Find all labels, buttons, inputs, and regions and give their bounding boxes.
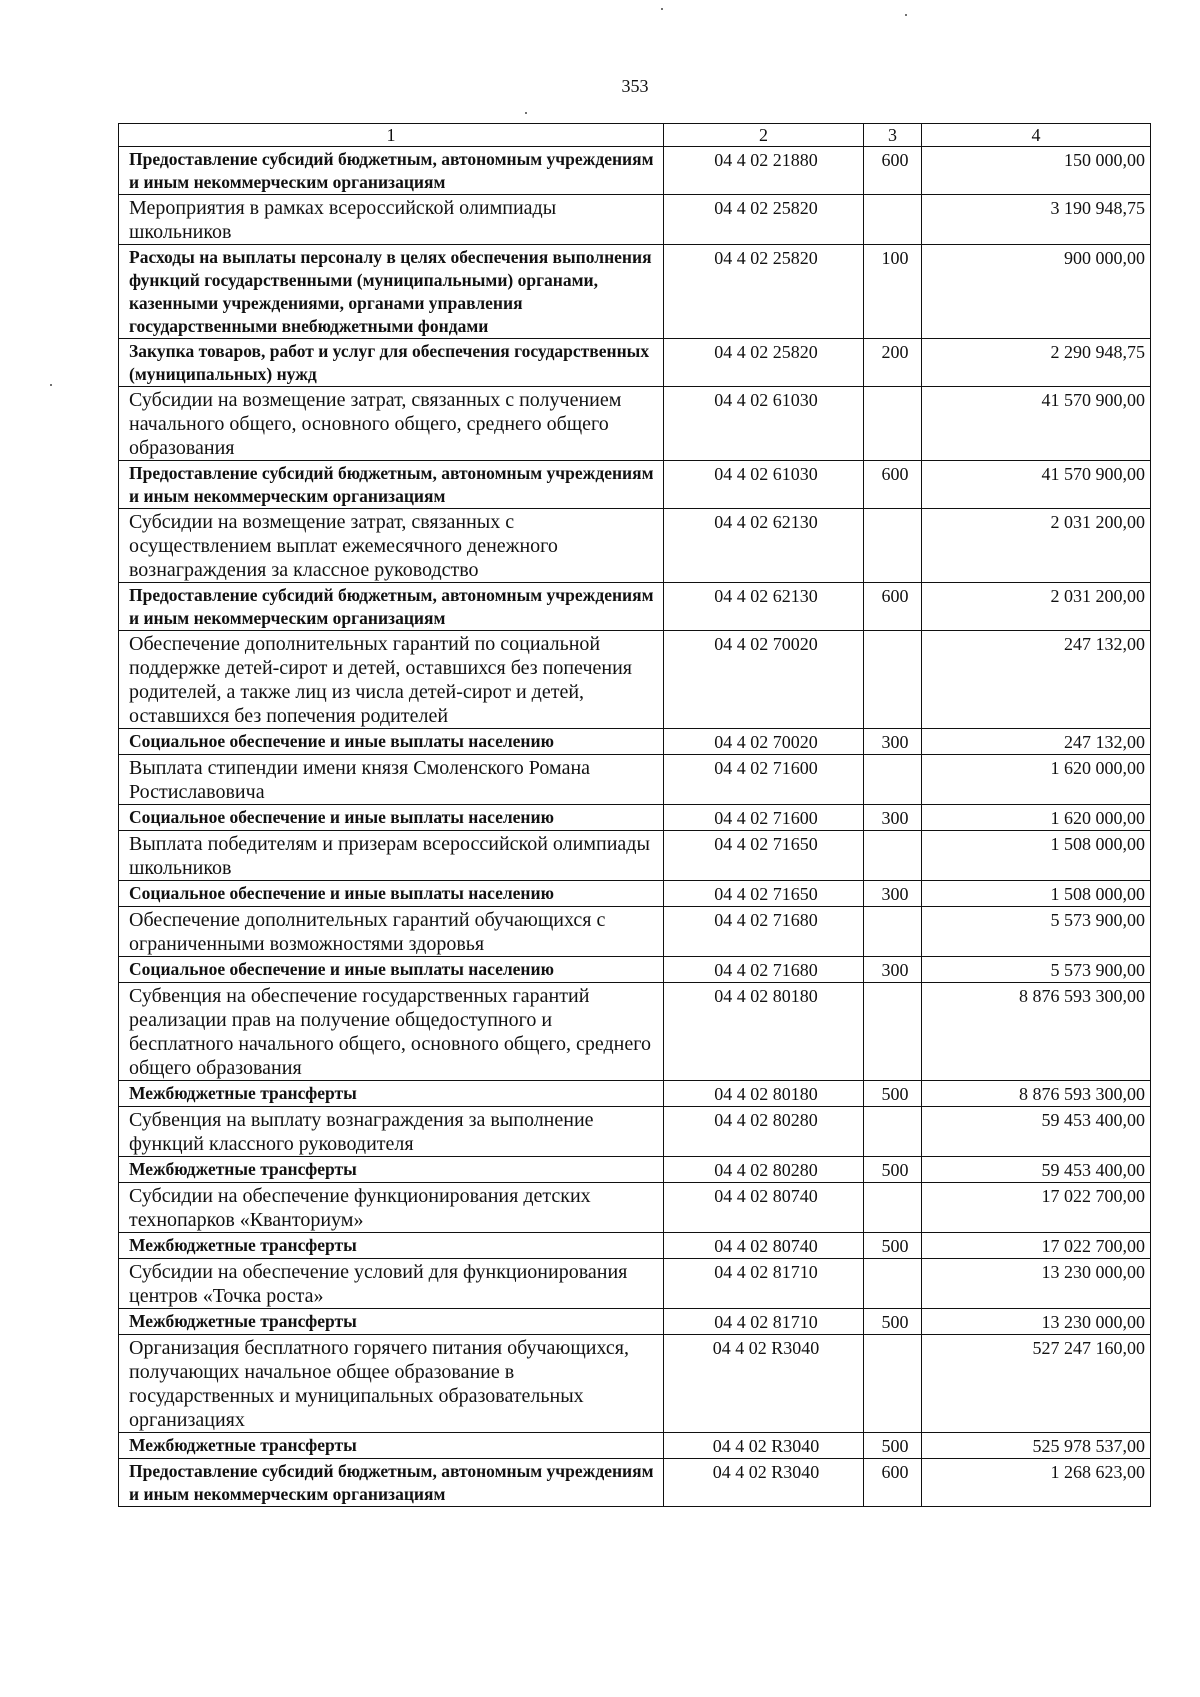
- table-row: [119, 1157, 1151, 1183]
- row-amount-cell: 3 190 948,75: [922, 195, 1151, 245]
- table-row: [119, 881, 1151, 907]
- row-name-cell: Межбюджетные трансферты: [119, 1309, 664, 1335]
- table-row: [119, 339, 1151, 387]
- row-code-cell: 04 4 02 71650: [664, 881, 864, 907]
- row-type-cell: [864, 1335, 922, 1433]
- row-name-cell: Социальное обеспечение и иные выплаты населению: [119, 729, 664, 755]
- row-type-cell: 300: [864, 729, 922, 755]
- row-name-cell: Обеспечение дополнительных гарантий обучающихся с ограниченными возможностями здоровья: [119, 907, 664, 957]
- table-row: [119, 1107, 1151, 1157]
- row-code-cell: 04 4 02 80180: [664, 1081, 864, 1107]
- row-type-cell: [864, 1183, 922, 1233]
- row-type-cell: 500: [864, 1433, 922, 1459]
- row-amount-cell: 13 230 000,00: [922, 1309, 1151, 1335]
- column-header: 2: [664, 124, 864, 147]
- table-row: [119, 387, 1151, 461]
- row-type-cell: [864, 631, 922, 729]
- row-type-cell: 300: [864, 957, 922, 983]
- row-code-cell: 04 4 02 80740: [664, 1233, 864, 1259]
- row-code-cell: 04 4 02 R3040: [664, 1433, 864, 1459]
- scan-speck: [905, 14, 907, 16]
- row-type-cell: [864, 755, 922, 805]
- row-type-cell: 100: [864, 245, 922, 339]
- row-code-cell: 04 4 02 25820: [664, 245, 864, 339]
- row-name-cell: Предоставление субсидий бюджетным, автономным учреждениям и иным некоммерческим организациям: [119, 583, 664, 631]
- row-amount-cell: 527 247 160,00: [922, 1335, 1151, 1433]
- row-name-cell: Предоставление субсидий бюджетным, автономным учреждениям и иным некоммерческим организациям: [119, 1459, 664, 1507]
- row-amount-cell: 2 290 948,75: [922, 339, 1151, 387]
- row-amount-cell: 2 031 200,00: [922, 509, 1151, 583]
- table-row: [119, 729, 1151, 755]
- row-type-cell: [864, 195, 922, 245]
- row-code-cell: 04 4 02 71600: [664, 755, 864, 805]
- row-amount-cell: 1 508 000,00: [922, 831, 1151, 881]
- row-code-cell: 04 4 02 80180: [664, 983, 864, 1081]
- row-amount-cell: 59 453 400,00: [922, 1107, 1151, 1157]
- table-row: [119, 983, 1151, 1081]
- table-header-row: [119, 124, 1151, 147]
- table-row: [119, 805, 1151, 831]
- row-code-cell: 04 4 02 62130: [664, 509, 864, 583]
- row-name-cell: Межбюджетные трансферты: [119, 1157, 664, 1183]
- row-type-cell: [864, 1259, 922, 1309]
- row-amount-cell: 8 876 593 300,00: [922, 983, 1151, 1081]
- row-name-cell: Социальное обеспечение и иные выплаты населению: [119, 957, 664, 983]
- row-type-cell: 600: [864, 1459, 922, 1507]
- row-type-cell: [864, 387, 922, 461]
- row-type-cell: 500: [864, 1157, 922, 1183]
- table-row: [119, 1433, 1151, 1459]
- row-code-cell: 04 4 02 62130: [664, 583, 864, 631]
- scan-speck: [525, 112, 527, 114]
- row-amount-cell: 59 453 400,00: [922, 1157, 1151, 1183]
- row-amount-cell: 5 573 900,00: [922, 907, 1151, 957]
- table-body: [119, 147, 1151, 1507]
- row-code-cell: 04 4 02 80740: [664, 1183, 864, 1233]
- row-amount-cell: 247 132,00: [922, 631, 1151, 729]
- row-code-cell: 04 4 02 61030: [664, 461, 864, 509]
- row-amount-cell: 1 268 623,00: [922, 1459, 1151, 1507]
- scan-speck: [50, 384, 52, 386]
- row-code-cell: 04 4 02 25820: [664, 195, 864, 245]
- row-name-cell: Обеспечение дополнительных гарантий по социальной поддержке детей-сирот и детей, оставшихся без попечения родителей, а также лиц из числа детей-сирот и детей, оставшихся без попечения родителей: [119, 631, 664, 729]
- row-name-cell: Межбюджетные трансферты: [119, 1081, 664, 1107]
- table-row: [119, 1335, 1151, 1433]
- table-row: [119, 245, 1151, 339]
- row-code-cell: 04 4 02 70020: [664, 631, 864, 729]
- table-row: [119, 1259, 1151, 1309]
- column-header: 4: [922, 124, 1151, 147]
- row-name-cell: Организация бесплатного горячего питания обучающихся, получающих начальное общее образование в государственных и муниципальных образовательных организациях: [119, 1335, 664, 1433]
- row-name-cell: Субсидии на обеспечение функционирования детских технопарков «Кванториум»: [119, 1183, 664, 1233]
- row-code-cell: 04 4 02 R3040: [664, 1459, 864, 1507]
- row-type-cell: [864, 1107, 922, 1157]
- row-name-cell: Предоставление субсидий бюджетным, автономным учреждениям и иным некоммерческим организациям: [119, 147, 664, 195]
- row-code-cell: 04 4 02 71600: [664, 805, 864, 831]
- table-row: [119, 1309, 1151, 1335]
- row-type-cell: 500: [864, 1309, 922, 1335]
- row-type-cell: [864, 831, 922, 881]
- row-amount-cell: 41 570 900,00: [922, 461, 1151, 509]
- table-row: [119, 509, 1151, 583]
- row-name-cell: Выплата победителям и призерам всероссийской олимпиады школьников: [119, 831, 664, 881]
- row-name-cell: Социальное обеспечение и иные выплаты населению: [119, 881, 664, 907]
- row-amount-cell: 525 978 537,00: [922, 1433, 1151, 1459]
- row-name-cell: Расходы на выплаты персоналу в целях обеспечения выполнения функций государственными (муниципальными) органами, казенными учреждениями, органами управления государственными внебюджетными фондами: [119, 245, 664, 339]
- row-type-cell: 200: [864, 339, 922, 387]
- row-type-cell: 600: [864, 583, 922, 631]
- table-row: [119, 461, 1151, 509]
- row-amount-cell: 17 022 700,00: [922, 1233, 1151, 1259]
- row-amount-cell: 900 000,00: [922, 245, 1151, 339]
- row-amount-cell: 17 022 700,00: [922, 1183, 1151, 1233]
- row-amount-cell: 1 620 000,00: [922, 755, 1151, 805]
- column-header: 3: [864, 124, 922, 147]
- row-name-cell: Субсидии на обеспечение условий для функционирования центров «Точка роста»: [119, 1259, 664, 1309]
- column-header: 1: [119, 124, 664, 147]
- row-name-cell: Субвенция на обеспечение государственных гарантий реализации прав на получение общедоступного и бесплатного начального общего, основного общего, среднего общего образования: [119, 983, 664, 1081]
- row-type-cell: 300: [864, 805, 922, 831]
- row-amount-cell: 247 132,00: [922, 729, 1151, 755]
- row-amount-cell: 5 573 900,00: [922, 957, 1151, 983]
- row-code-cell: 04 4 02 61030: [664, 387, 864, 461]
- row-code-cell: 04 4 02 25820: [664, 339, 864, 387]
- row-type-cell: 500: [864, 1233, 922, 1259]
- table-row: [119, 831, 1151, 881]
- row-code-cell: 04 4 02 21880: [664, 147, 864, 195]
- budget-table: [118, 123, 1151, 1507]
- table-row: [119, 1183, 1151, 1233]
- row-amount-cell: 13 230 000,00: [922, 1259, 1151, 1309]
- table-row: [119, 1233, 1151, 1259]
- scan-speck: [661, 8, 663, 10]
- row-code-cell: 04 4 02 70020: [664, 729, 864, 755]
- row-code-cell: 04 4 02 71650: [664, 831, 864, 881]
- row-name-cell: Субсидии на возмещение затрат, связанных с осуществлением выплат ежемесячного денежного вознаграждения за классное руководство: [119, 509, 664, 583]
- row-amount-cell: 2 031 200,00: [922, 583, 1151, 631]
- row-type-cell: 600: [864, 147, 922, 195]
- row-name-cell: Мероприятия в рамках всероссийской олимпиады школьников: [119, 195, 664, 245]
- row-code-cell: 04 4 02 81710: [664, 1259, 864, 1309]
- row-amount-cell: 1 508 000,00: [922, 881, 1151, 907]
- row-type-cell: 500: [864, 1081, 922, 1107]
- row-amount-cell: 41 570 900,00: [922, 387, 1151, 461]
- row-type-cell: [864, 983, 922, 1081]
- row-name-cell: Межбюджетные трансферты: [119, 1433, 664, 1459]
- row-amount-cell: 150 000,00: [922, 147, 1151, 195]
- row-type-cell: 600: [864, 461, 922, 509]
- row-amount-cell: 8 876 593 300,00: [922, 1081, 1151, 1107]
- row-code-cell: 04 4 02 81710: [664, 1309, 864, 1335]
- row-type-cell: [864, 509, 922, 583]
- table-row: [119, 1459, 1151, 1507]
- row-name-cell: Субвенция на выплату вознаграждения за выполнение функций классного руководителя: [119, 1107, 664, 1157]
- table-row: [119, 195, 1151, 245]
- table-row: [119, 957, 1151, 983]
- table-row: [119, 583, 1151, 631]
- row-type-cell: [864, 907, 922, 957]
- row-code-cell: 04 4 02 80280: [664, 1157, 864, 1183]
- table-row: [119, 907, 1151, 957]
- row-code-cell: 04 4 02 R3040: [664, 1335, 864, 1433]
- row-name-cell: Субсидии на возмещение затрат, связанных с получением начального общего, основного общего, среднего общего образования: [119, 387, 664, 461]
- row-name-cell: Социальное обеспечение и иные выплаты населению: [119, 805, 664, 831]
- row-amount-cell: 1 620 000,00: [922, 805, 1151, 831]
- row-code-cell: 04 4 02 80280: [664, 1107, 864, 1157]
- row-type-cell: 300: [864, 881, 922, 907]
- row-name-cell: Предоставление субсидий бюджетным, автономным учреждениям и иным некоммерческим организациям: [119, 461, 664, 509]
- table-row: [119, 631, 1151, 729]
- table-row: [119, 1081, 1151, 1107]
- row-name-cell: Закупка товаров, работ и услуг для обеспечения государственных (муниципальных) нужд: [119, 339, 664, 387]
- row-code-cell: 04 4 02 71680: [664, 907, 864, 957]
- row-name-cell: Межбюджетные трансферты: [119, 1233, 664, 1259]
- row-code-cell: 04 4 02 71680: [664, 957, 864, 983]
- table-row: [119, 147, 1151, 195]
- page-number: 353: [621, 76, 649, 96]
- table-row: [119, 755, 1151, 805]
- row-name-cell: Выплата стипендии имени князя Смоленского Романа Ростиславовича: [119, 755, 664, 805]
